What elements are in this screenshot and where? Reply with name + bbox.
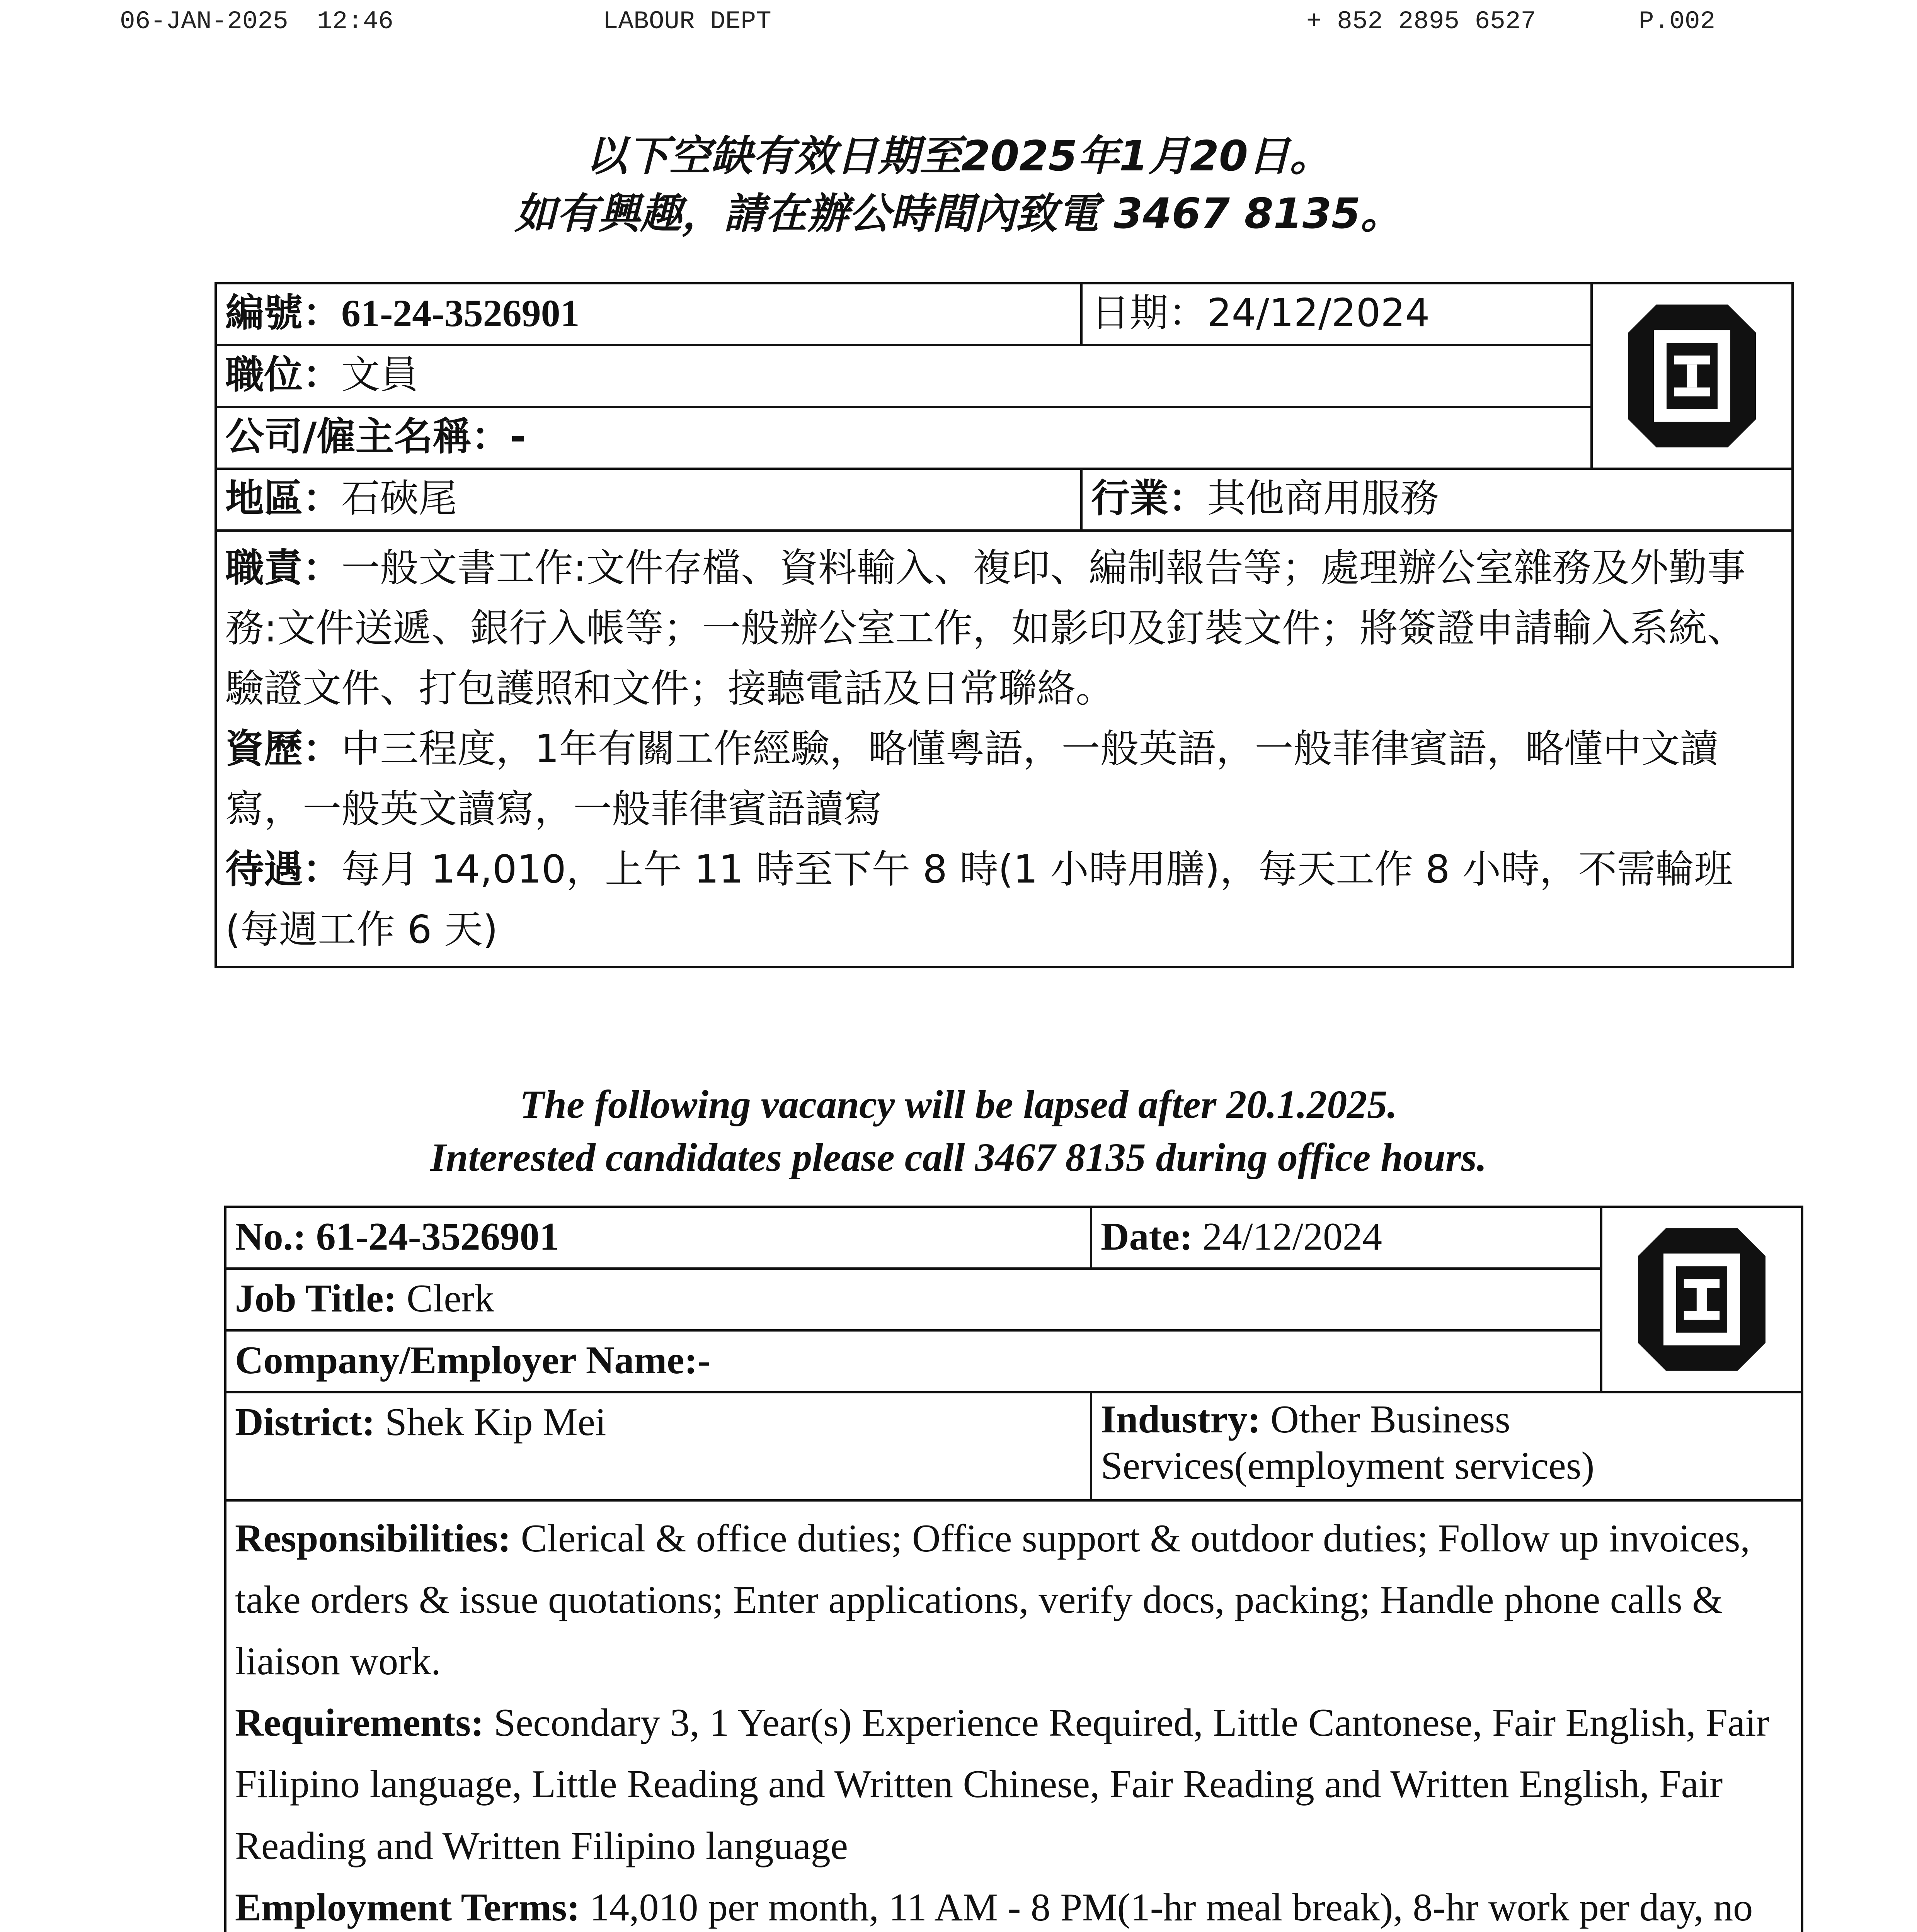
en-district-label: District: [235,1400,385,1444]
zh-resp-label: 職責： [225,545,341,590]
zh-resp-value: 一般文書工作:文件存檔、資料輸入、複印、編制報告等；處理辦公室雜務及外勤事務:文件送遞、銀行入帳等；一般辦公室工作，如影印及釘裝文件；將簽證申請輸入系統、驗證文件、打包護照和文件；接聽電話及日常聯絡。 [225,545,1746,711]
zh-title-label: 職位： [225,352,341,397]
fax-phone: + 852 2895 6527 [1306,7,1536,36]
en-no-value: 61-24-3526901 [316,1215,559,1259]
en-notice-line2: Interested candidates please call 3467 8135 during office hours. [430,1135,1487,1180]
zh-industry-label: 行業： [1091,476,1207,521]
zh-details-cell [216,531,1793,967]
zh-req-value: 中三程度，1年有關工作經驗，略懂粵語，一般英語，一般菲律賓語，略懂中文讀寫，一般英文讀寫，一般菲律賓語讀寫 [225,726,1719,832]
zh-district-cell [216,469,1081,531]
zh-industry-value: 其他商用服務 [1207,476,1439,521]
en-resp-value: Clerical & office duties; Office support & outdoor duties; Follow up invoices, take orders & issue quotations; Enter applications, verify docs, packing; Handle phone calls & liaison work. [235,1517,1750,1684]
en-vacancy-table [224,1206,1803,1932]
fax-page: P.002 [1639,7,1716,36]
en-date-label: Date: [1101,1215,1203,1259]
zh-req-label: 資歷： [225,726,341,771]
zh-terms-value: 每月 14,010，上午 11 時至下午 8 時(1 小時用膳)，每天工作 8 小時，不需輪班(每週工作 6 天) [225,847,1733,952]
fax-sender: LABOUR DEPT [603,7,771,36]
zh-title-value: 文員 [341,352,419,397]
en-date-value: 24/12/2024 [1202,1215,1382,1259]
fax-date: 06-JAN-2025 [120,7,288,36]
zh-company-cell [216,407,1592,469]
en-req-value: Secondary 3, 1 Year(s) Experience Required, Little Cantonese, Fair English, Fair Filipino language, Little Reading and Written Chinese, Fair Reading and Written English, Fair Reading and Written Filipino language [235,1701,1769,1868]
zh-district-value: 石硤尾 [341,476,457,521]
en-req-label: Requirements: [235,1701,494,1745]
en-company-value: - [697,1338,711,1382]
zh-company-value: - [510,414,526,459]
zh-date-label: 日期： [1091,290,1207,335]
en-title-value: Clerk [406,1277,494,1320]
en-terms [235,1877,1793,1932]
labour-department-logo-icon [1638,1228,1765,1371]
zh-notice-line1: 以下空缺有效日期至2025年1月20日。 [585,132,1332,180]
zh-logo-cell [1592,283,1793,469]
zh-district-label: 地區： [225,476,341,521]
en-logo-cell [1601,1207,1802,1392]
en-no-cell [225,1207,1091,1269]
zh-industry-cell [1081,469,1793,531]
en-terms-value: 14,010 per month, 11 AM - 8 PM(1-hr meal break), 8-hr work per day, no [590,1885,1753,1929]
en-notice [0,1078,1917,1184]
fax-header [0,0,1917,46]
zh-no-label: 編號： [225,290,341,335]
en-details-cell [225,1500,1802,1932]
zh-no-cell [216,283,1081,345]
en-notice-line1: The following vacancy will be lapsed after 20.1.2025. [519,1082,1398,1127]
en-responsibilities [235,1508,1793,1692]
zh-company-label: 公司/僱主名稱： [225,414,510,459]
en-title-label: Job Title: [235,1277,407,1320]
zh-no-value: 61-24-3526901 [341,292,580,335]
en-title-cell [225,1269,1601,1330]
zh-requirements [225,719,1783,839]
zh-notice-line2: 如有興趣，請在辦公時間內致電 3467 8135。 [514,190,1403,238]
zh-date-cell [1081,283,1592,345]
zh-terms-label: 待遇： [225,847,341,892]
zh-notice [0,128,1917,243]
en-industry-label: Industry: [1101,1398,1271,1441]
en-requirements [235,1692,1793,1876]
en-company-label: Company/Employer Name: [235,1338,698,1382]
zh-vacancy-table [215,282,1794,968]
en-company-cell [225,1330,1601,1392]
zh-terms [225,839,1783,960]
zh-title-cell [216,345,1592,407]
en-no-label: No.: [235,1215,316,1259]
zh-responsibilities [225,538,1783,719]
en-district-cell [225,1392,1091,1500]
en-industry-cell [1091,1392,1802,1500]
fax-time: 12:46 [317,7,394,36]
en-industry-value: Other Business Services(employment services) [1101,1398,1595,1488]
en-resp-label: Responsibilities: [235,1517,521,1560]
labour-department-logo-icon [1628,304,1756,447]
zh-date-value: 24/12/2024 [1207,290,1430,335]
en-district-value: Shek Kip Mei [385,1400,606,1444]
en-terms-label: Employment Terms: [235,1885,590,1929]
en-date-cell [1091,1207,1601,1269]
